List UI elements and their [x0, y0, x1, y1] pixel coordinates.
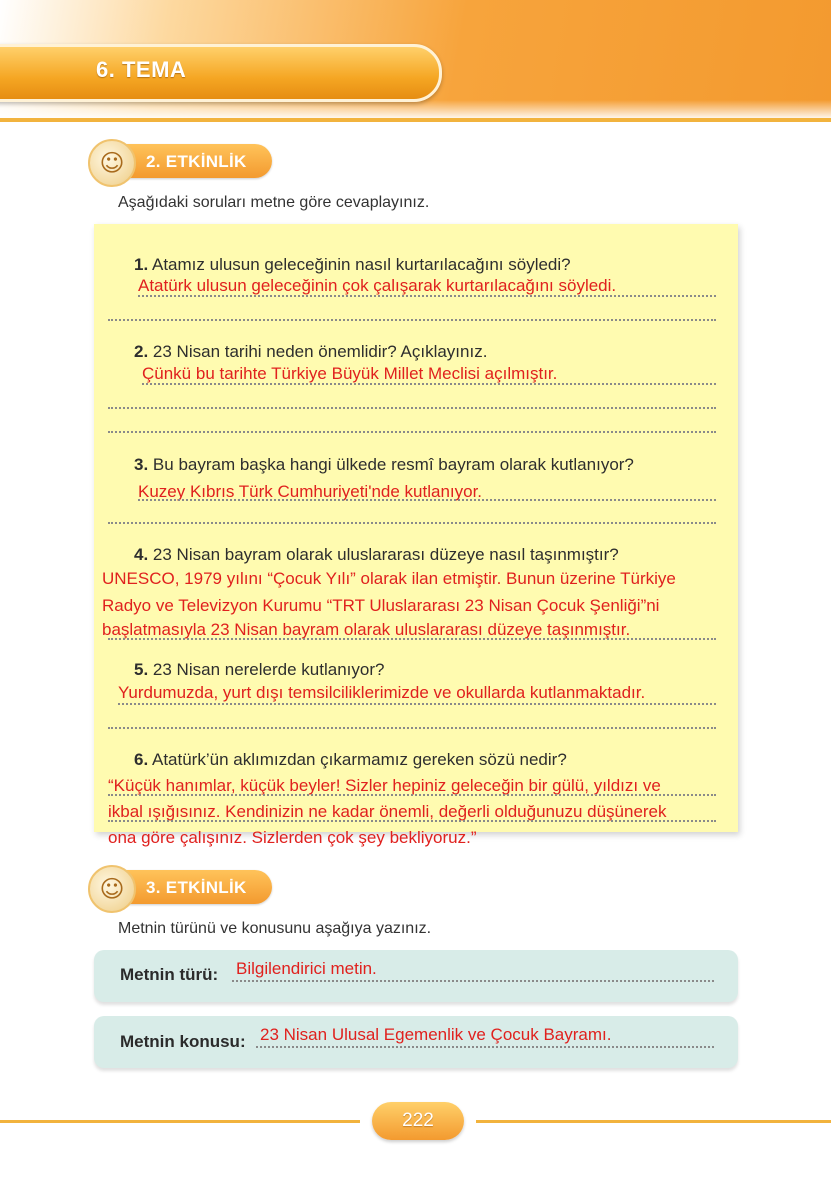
mascot-icon: ☺	[88, 139, 136, 187]
question-4: 4. 23 Nisan bayram olarak uluslararası düzeye nasıl taşınmıştır?	[134, 545, 619, 564]
header-rule	[0, 118, 831, 122]
answer-line	[108, 522, 716, 524]
activity3-instruction: Metnin türünü ve konusunu aşağıya yazınız.	[118, 920, 432, 937]
question-1: 1. Atamız ulusun geleceğinin nasıl kurtarılacağını söyledi?	[134, 255, 571, 274]
footer-rule-left	[0, 1120, 360, 1123]
answer-line	[108, 407, 716, 409]
answer-5-line-1: Yurdumuzda, yurt dışı temsilciliklerimizde ve okullarda kutlanmaktadır.	[118, 683, 646, 702]
answer-6-line-2: ikbal ışığısınız. Kendinizin ne kadar önemli, değerli olduğunuzu düşünerek	[108, 802, 667, 821]
answer-1-line-1: Atatürk ulusun geleceğinin çok çalışarak kurtarılacağını söyledi.	[138, 276, 617, 295]
answer-line	[108, 319, 716, 321]
theme-title: 6. TEMA	[96, 57, 187, 82]
answer-2-line-1: Çünkü bu tarihte Türkiye Büyük Millet Meclisi açılmıştır.	[142, 364, 558, 383]
text-topic-label: Metnin konusu:	[120, 1032, 246, 1051]
answer-line	[118, 703, 716, 705]
answer-4-line-3: başlatmasıyla 23 Nisan bayram olarak uluslararası düzeye taşınmıştır.	[102, 620, 631, 639]
answer-3-line-1: Kuzey Kıbrıs Türk Cumhuriyeti'nde kutlanıyor.	[138, 482, 483, 501]
footer-rule-right	[476, 1120, 831, 1123]
answer-4-line-2: Radyo ve Televizyon Kurumu “TRT Uluslararası 23 Nisan Çocuk Şenliği”ni	[102, 596, 660, 615]
mascot-icon: ☺	[88, 865, 136, 913]
answer-line	[232, 980, 714, 982]
activity2-title: 2. ETKİNLİK	[146, 152, 247, 171]
activity3-title: 3. ETKİNLİK	[146, 878, 247, 897]
text-type-answer: Bilgilendirici metin.	[236, 959, 377, 978]
answer-line	[142, 383, 716, 385]
answer-4-line-1: UNESCO, 1979 yılını “Çocuk Yılı” olarak ilan etmiştir. Bunun üzerine Türkiye	[102, 569, 676, 588]
question-2: 2. 23 Nisan tarihi neden önemlidir? Açıklayınız.	[134, 342, 488, 361]
question-5: 5. 23 Nisan nerelerde kutlanıyor?	[134, 660, 385, 679]
activity2-instruction: Aşağıdaki soruları metne göre cevaplayınız.	[118, 194, 430, 211]
page-number: 222	[402, 1110, 434, 1131]
question-3: 3. Bu bayram başka hangi ülkede resmî bayram olarak kutlanıyor?	[134, 455, 634, 474]
question-6: 6. Atatürk’ün aklımızdan çıkarmamız gereken sözü nedir?	[134, 750, 567, 769]
answer-6-line-1: “Küçük hanımlar, küçük beyler! Sizler hepiniz geleceğin bir gülü, yıldızı ve	[108, 776, 661, 795]
theme-pill	[0, 44, 442, 102]
text-topic-answer: 23 Nisan Ulusal Egemenlik ve Çocuk Bayramı.	[260, 1025, 612, 1044]
answer-line	[108, 638, 716, 640]
answer-line	[108, 727, 716, 729]
answer-line	[108, 794, 716, 796]
text-type-label: Metnin türü:	[120, 965, 219, 984]
answer-line	[256, 1046, 714, 1048]
answer-line	[108, 820, 716, 822]
answer-6-line-3: ona göre çalışınız. Sizlerden çok şey bekliyoruz.”	[108, 828, 477, 847]
answer-line	[138, 499, 716, 501]
answer-line	[138, 295, 716, 297]
header-fade	[0, 100, 831, 120]
question-note-box	[94, 224, 738, 832]
answer-line	[108, 431, 716, 433]
